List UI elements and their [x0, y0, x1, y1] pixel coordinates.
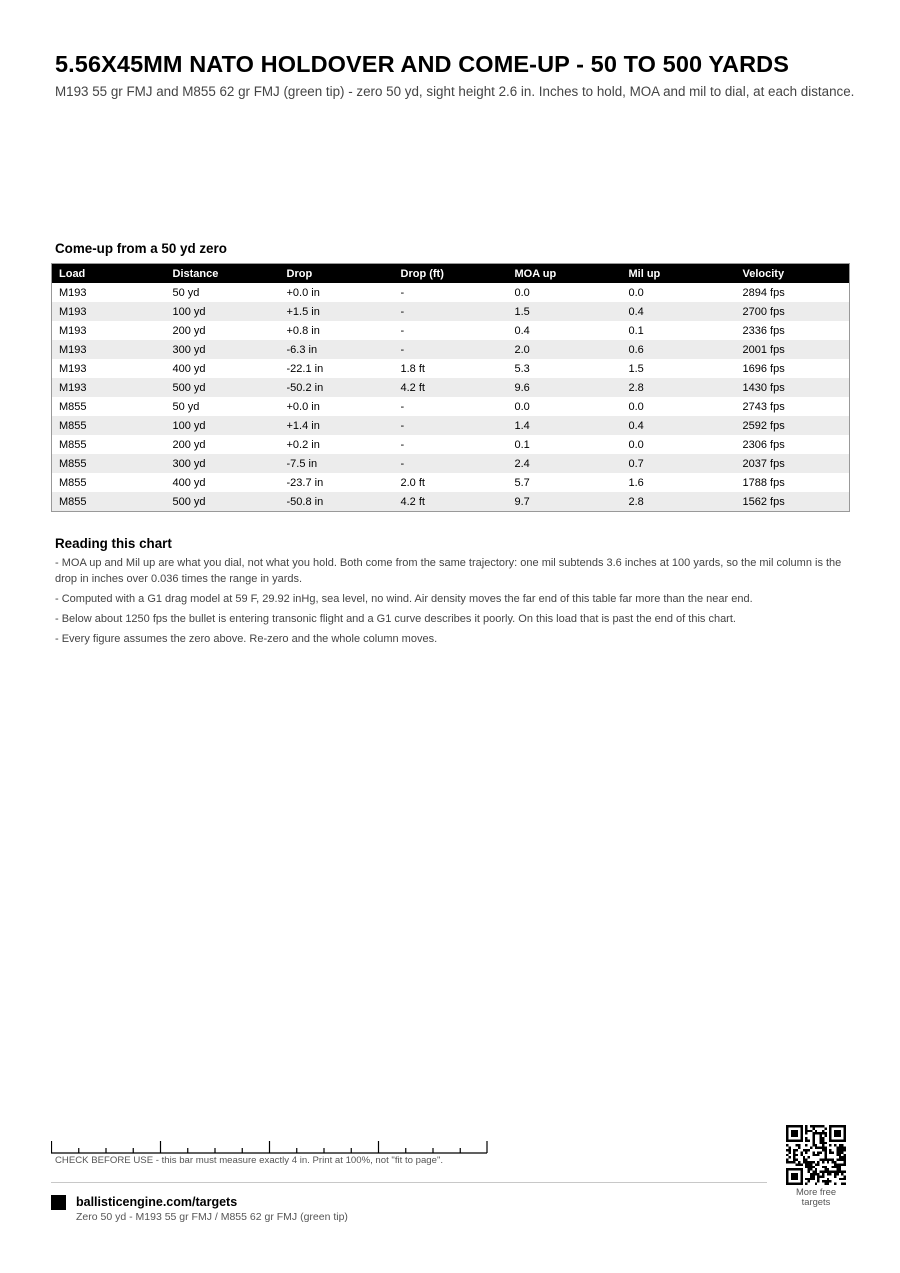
table-cell: -22.1 in	[286, 362, 324, 375]
table-cell: 50 yd	[172, 286, 200, 299]
table-cell: 2743 fps	[742, 400, 785, 413]
table-cell: 1.5	[508, 302, 622, 321]
table-cell: 1696 fps	[742, 362, 785, 375]
reading-notes	[55, 536, 850, 651]
table-cell: 0.6	[622, 340, 736, 359]
table-cell: 1.6	[628, 476, 644, 489]
table-cell: -	[400, 324, 405, 337]
table-cell: +0.0 in	[286, 400, 320, 413]
table-row	[52, 302, 850, 321]
brand-subtitle: Zero 50 yd - M193 55 gr FMJ / M855 62 gr FMJ (green tip)	[76, 1211, 348, 1223]
table-cell: M855	[52, 416, 166, 435]
table-cell: 2700 fps	[736, 302, 850, 321]
table-cell: -	[394, 302, 508, 321]
note-item: - Computed with a G1 drag model at 59 F, 29.92 inHg, sea level, no wind. Air density moves the far end of this table far more than the near end.	[55, 593, 753, 605]
table-cell: M855	[59, 476, 87, 489]
table-cell: M193	[52, 378, 166, 397]
table-cell: 2894 fps	[742, 286, 785, 299]
table-row	[52, 283, 850, 302]
table-cell: 200 yd	[172, 324, 206, 337]
qr-code-icon	[786, 1125, 846, 1185]
notes-heading: Reading this chart	[55, 536, 172, 551]
column-header: Drop	[280, 264, 394, 284]
table-cell: -	[394, 416, 508, 435]
table-cell: +0.0 in	[286, 286, 320, 299]
table-cell: -6.3 in	[280, 340, 394, 359]
table-cell: 300 yd	[166, 454, 280, 473]
table-cell: +0.2 in	[286, 438, 320, 451]
table-caption: Come-up from a 50 yd zero	[55, 241, 227, 256]
table-cell: -	[400, 286, 405, 299]
note-item: - Every figure assumes the zero above. Re-zero and the whole column moves.	[55, 633, 438, 645]
table-cell: 500 yd	[166, 492, 280, 512]
ruler-check-text: CHECK BEFORE USE - this bar must measure exactly 4 in. Print at 100%, not "fit to page".	[55, 1155, 444, 1166]
table-cell: 2.8	[622, 378, 736, 397]
brand-url: ballisticengine.com/targets	[76, 1195, 238, 1209]
table-cell: 0.4	[622, 416, 736, 435]
table-cell: 400 yd	[172, 476, 206, 489]
table-cell: 0.1	[628, 324, 644, 337]
table-cell: 200 yd	[172, 438, 206, 451]
column-header: Load	[52, 264, 166, 284]
column-header: Mil up	[622, 264, 736, 284]
table-cell: 0.4	[622, 302, 736, 321]
table-cell: 0.1	[514, 438, 530, 451]
table-cell: -7.5 in	[280, 454, 394, 473]
come-up-table	[51, 263, 850, 512]
table-cell: 300 yd	[166, 340, 280, 359]
table-header-row	[52, 264, 850, 284]
table-row	[52, 492, 850, 512]
table-cell: -	[394, 340, 508, 359]
table-row	[52, 454, 850, 473]
table-cell: -50.8 in	[280, 492, 394, 512]
table-cell: 1.8 ft	[400, 362, 425, 375]
table-cell: M193	[59, 324, 87, 337]
table-cell: M193	[59, 286, 87, 299]
table-row	[52, 321, 850, 340]
table-cell: -23.7 in	[286, 476, 324, 489]
table-cell: +0.8 in	[286, 324, 320, 337]
table-row	[52, 397, 850, 416]
column-header: MOA up	[508, 264, 622, 284]
table-row	[52, 435, 850, 454]
column-header: Distance	[166, 264, 280, 284]
qr-caption: More free targets	[795, 1186, 837, 1207]
table-cell: +1.5 in	[280, 302, 394, 321]
table-cell: -	[400, 400, 405, 413]
table-cell: 0.0	[628, 400, 644, 413]
note-item: - Below about 1250 fps the bullet is entering transonic flight and a G1 curve describes it poorly. On this load that is past the end of this chart.	[55, 613, 736, 625]
table-cell: 0.0	[628, 286, 644, 299]
table-cell: M855	[52, 492, 166, 512]
table-cell: 2037 fps	[736, 454, 850, 473]
table-cell: M193	[52, 302, 166, 321]
column-header: Drop (ft)	[394, 264, 508, 284]
table-row	[52, 340, 850, 359]
table-cell: 2.8	[622, 492, 736, 512]
table-cell: 9.6	[508, 378, 622, 397]
table-cell: 0.0	[514, 286, 530, 299]
table-cell: M855	[59, 400, 87, 413]
table-cell: -	[400, 438, 405, 451]
table-cell: 1.5	[628, 362, 644, 375]
table-cell: 2.0	[508, 340, 622, 359]
page-title: 5.56X45MM NATO HOLDOVER AND COME-UP - 50 TO 500 YARDS	[55, 51, 789, 77]
table-cell: 9.7	[508, 492, 622, 512]
table-cell: 4.2 ft	[394, 378, 508, 397]
table-cell: 1562 fps	[736, 492, 850, 512]
table-cell: 2001 fps	[736, 340, 850, 359]
note-item: - MOA up and Mil up are what you dial, not what you hold. Both come from the same trajectory: one mil subtends 3.6 inches at 100 yards, so the mil column is the drop in inches over 0.036 times the range in yards.	[55, 557, 842, 585]
table-cell: 400 yd	[172, 362, 206, 375]
table-cell: 0.0	[628, 438, 644, 451]
table-cell: 50 yd	[172, 400, 200, 413]
table-row	[52, 359, 850, 378]
table-cell: 100 yd	[166, 416, 280, 435]
table-row	[52, 416, 850, 435]
table-cell: 5.7	[514, 476, 530, 489]
table-cell: M855	[52, 454, 166, 473]
column-header: Velocity	[736, 264, 850, 284]
table-cell: 500 yd	[166, 378, 280, 397]
page-subtitle: M193 55 gr FMJ and M855 62 gr FMJ (green tip) - zero 50 yd, sight height 2.6 in. Inches to hold, MOA and mil to dial, at each distance.	[55, 84, 855, 99]
table-cell: 2336 fps	[742, 324, 785, 337]
table-cell: M193	[59, 362, 87, 375]
table-cell: -	[394, 454, 508, 473]
table-cell: 4.2 ft	[394, 492, 508, 512]
footer-divider	[51, 1182, 767, 1183]
table-cell: 0.0	[514, 400, 530, 413]
table-cell: M855	[59, 438, 87, 451]
table-row	[52, 473, 850, 492]
table-cell: -50.2 in	[280, 378, 394, 397]
table-cell: 1.4	[508, 416, 622, 435]
table-cell: 2.0 ft	[400, 476, 425, 489]
table-cell: 100 yd	[166, 302, 280, 321]
table-cell: 0.7	[622, 454, 736, 473]
table-cell: M193	[52, 340, 166, 359]
table-cell: 0.4	[514, 324, 530, 337]
table-cell: +1.4 in	[280, 416, 394, 435]
table-cell: 2.4	[508, 454, 622, 473]
table-cell: 2592 fps	[736, 416, 850, 435]
table-cell: 1430 fps	[736, 378, 850, 397]
table-row	[52, 378, 850, 397]
table-cell: 2306 fps	[742, 438, 785, 451]
brand-logo-square	[51, 1195, 66, 1210]
calibration-ruler	[51, 1140, 488, 1154]
table-cell: 1788 fps	[742, 476, 785, 489]
table-cell: 5.3	[514, 362, 530, 375]
